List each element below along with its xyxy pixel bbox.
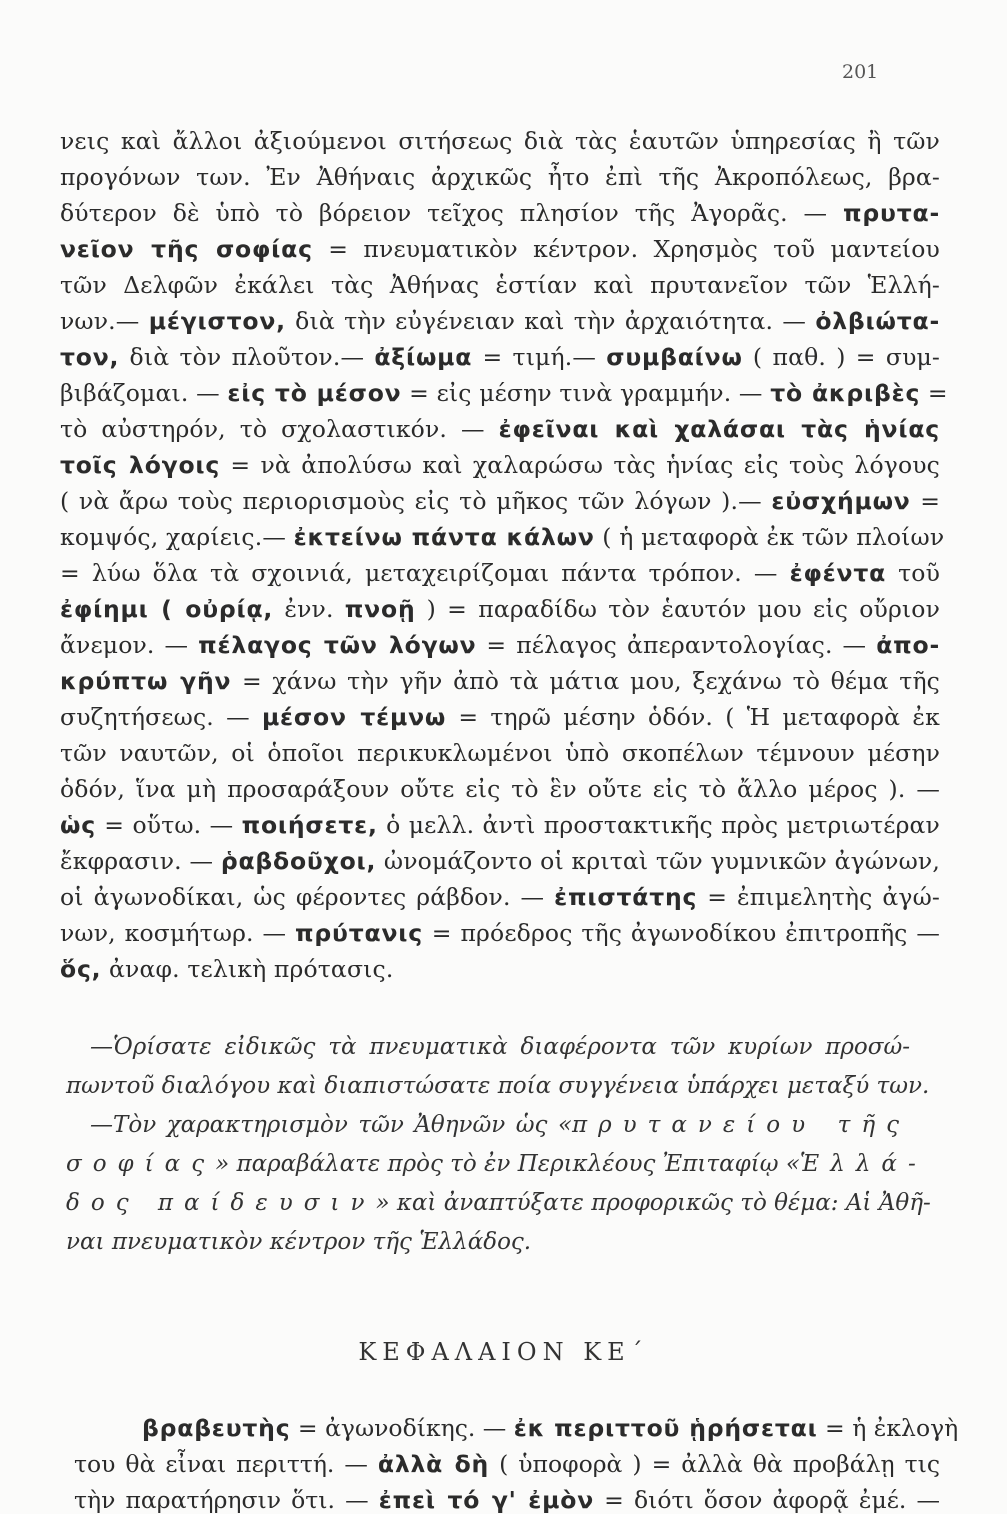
text-line: νεῖον τῆς σοφίας = πνευματικὸν κέντρον. Χρησμὸς τοῦ μαντείου <box>60 235 940 263</box>
text-line: νεις καὶ ἄλλοι ἀξιούμενοι σιτήσεως διὰ τὰς ἑαυτῶν ὑπηρεσίας ἢ τῶν <box>60 127 940 155</box>
text-line: ὅς, ἀναφ. τελικὴ πρότασις. <box>60 955 394 983</box>
bold-term: κρύπτω γῆν <box>60 667 232 695</box>
text-line: νων, κοσμήτωρ. — πρύτανις = πρόεδρος τῆς ἀγωνοδίκου ἐπιτροπῆς — <box>60 919 940 947</box>
bold-term: ἐπιστάτης <box>554 883 698 911</box>
bold-term: ἐκ περιττοῦ ᾑρήσεται <box>513 1414 818 1442</box>
bold-term: τὸ ἀκριβὲς <box>770 379 921 407</box>
text-line: προγόνων των. Ἐν Ἀθήναις ἀρχικῶς ἦτο ἐπὶ τῆς Ἀκροπόλεως, βρα- <box>60 163 940 191</box>
text-line: βραβευτὴς = ἀγωνοδίκης. — ἐκ περιττοῦ ᾑρήσεται = ἡ ἐκλογὴ <box>142 1414 959 1442</box>
exercise-line: δος παίδευσιν» καὶ ἀναπτύξατε προφορικῶς τὸ θέμα: Αἱ Ἀθῆ- <box>66 1190 931 1216</box>
bold-term: τον, <box>60 343 120 371</box>
bold-term: εὐσχήμων <box>771 487 911 515</box>
text-line: = λύω ὅλα τὰ σχοινιά, μεταχειρίζομαι πάντα τρόπον. — ἐφέντα τοῦ <box>60 559 941 587</box>
bold-term: ὡς <box>60 811 96 839</box>
text-line: κομψός, χαρίεις.— ἐκτείνω πάντα κάλων ( ἡ μεταφορὰ ἐκ τῶν πλοίων <box>60 523 945 551</box>
bold-term: ἐπεὶ τό γ' ἐμὸν <box>378 1486 595 1514</box>
bold-term: πνοῇ <box>344 595 416 623</box>
bold-term: ὀλβιώτα- <box>815 307 941 335</box>
bold-term: ἐφεῖναι καὶ χαλάσαι τὰς ἡνίας <box>498 415 940 443</box>
bold-term: ῥαβδοῦχοι, <box>220 847 377 875</box>
bold-term: ἀπο- <box>876 631 941 659</box>
exercise-line: ναι πνευματικὸν κέντρον τῆς Ἑλλάδος. <box>66 1229 532 1255</box>
text-line: ἄνεμον. — πέλαγος τῶν λόγων = πέλαγος ἀπεραντολογίας. — ἀπο- <box>60 631 941 659</box>
text-line: ( νὰ ἄρω τοὺς περιορισμοὺς εἰς τὸ μῆκος τῶν λόγων ).— εὐσχήμων = <box>60 487 941 515</box>
bold-term: μέσον τέμνω <box>261 703 447 731</box>
text-line: τὸ αὐστηρόν, τὸ σχολαστικόν. — ἐφεῖναι καὶ χαλάσαι τὰς ἡνίας <box>60 415 940 443</box>
bold-term: ποιήσετε, <box>241 811 378 839</box>
exercise-line: —Ὁρίσατε εἰδικῶς τὰ πνευματικὰ διαφέροντα τῶν κυρίων προσώ- <box>90 1034 910 1060</box>
page-number: 201 <box>842 61 879 83</box>
bold-term: μέγιστον, <box>148 307 286 335</box>
text-line: συζητήσεως. — μέσον τέμνω = τηρῶ μέσην ὁδόν. ( Ἡ μεταφορὰ ἐκ <box>60 703 940 731</box>
text-line: τὴν παρατήρησιν ὅτι. — ἐπεὶ τό γ' ἐμὸν = διότι ὅσον ἀφορᾷ ἐμέ. — <box>74 1486 940 1514</box>
text-line: ἐφίημι ( οὐρίᾳ, ἐνν. πνοῇ ) = παραδίδω τὸν ἑαυτόν μου εἰς οὔριον <box>60 595 941 623</box>
text-line: δύτερον δὲ ὑπὸ τὸ βόρειον τεῖχος πλησίον τῆς Ἀγορᾶς. — πρυτα- <box>60 199 940 227</box>
text-line: ὁδόν, ἵνα μὴ προσαράξουν οὔτε εἰς τὸ ἓν οὔτε εἰς τὸ ἄλλο μέρος ). — <box>60 775 940 803</box>
bold-term: ἐφέντα <box>789 559 887 587</box>
text-line: τῶν ναυτῶν, οἱ ὁποῖοι περικυκλωμένοι ὑπὸ σκοπέλων τέμνουν μέσην <box>60 739 940 767</box>
bold-term: τοῖς λόγοις <box>60 451 221 479</box>
bold-term: ὅς, <box>60 955 102 983</box>
text-line: τον, διὰ τὸν πλοῦτον.— ἀξίωμα = τιμή.— συμβαίνω ( παθ. ) = συμ- <box>60 343 941 371</box>
bold-term: πέλαγος τῶν λόγων <box>198 631 477 659</box>
text-line: τοῖς λόγοις = νὰ ἀπολύσω καὶ χαλαρώσω τὰς ἡνίας εἰς τοὺς λόγους <box>60 451 940 479</box>
text-line: ὡς = οὕτω. — ποιήσετε, ὁ μελλ. ἀντὶ προστακτικῆς πρὸς μετριωτέραν <box>60 811 940 839</box>
bold-term: πρυτα- <box>843 199 940 227</box>
bold-term: πρύτανις <box>295 919 423 947</box>
text-line: νων.— μέγιστον, διὰ τὴν εὐγένειαν καὶ τὴν ἀρχαιότητα. — ὀλβιώτα- <box>60 307 941 335</box>
text-line: ἔκφρασιν. — ῥαβδοῦχοι, ὠνομάζοντο οἱ κριταὶ τῶν γυμνικῶν ἀγώνων, <box>60 847 940 875</box>
text-line: βιβάζομαι. — εἰς τὸ μέσον = εἰς μέσην τινὰ γραμμήν. — τὸ ἀκριβὲς = <box>60 379 948 407</box>
text-line: κρύπτω γῆν = χάνω τὴν γῆν ἀπὸ τὰ μάτια μου, ξεχάνω τὸ θέμα τῆς <box>60 667 940 695</box>
bold-term: βραβευτὴς <box>142 1414 291 1442</box>
bold-term: ἀξίωμα <box>374 343 473 371</box>
text-line: του θὰ εἶναι περιττή. — ἀλλὰ δὴ ( ὑποφορὰ ) = ἀλλὰ θὰ προβάλῃ τις <box>74 1450 940 1478</box>
bold-term: συμβαίνω <box>606 343 743 371</box>
bold-term: εἰς τὸ μέσον <box>227 379 402 407</box>
exercise-line: —Τὸν χαρακτηρισμὸν τῶν Ἀθηνῶν ὡς «πρυτανείου τῆς <box>90 1112 910 1138</box>
text-line: οἱ ἀγωνοδίκαι, ὡς φέροντες ράβδον. — ἐπιστάτης = ἐπιμελητὴς ἀγώ- <box>60 883 941 911</box>
bold-term: νεῖον τῆς σοφίας <box>60 235 313 263</box>
bold-term: ἀλλὰ δὴ <box>377 1450 490 1478</box>
chapter-heading: ΚΕΦΑΛΑΙΟΝ ΚΕ΄ <box>358 1338 649 1366</box>
text-line: τῶν Δελφῶν ἐκάλει τὰς Ἀθήνας ἑστίαν καὶ πρυτανεῖον τῶν Ἑλλή- <box>60 271 940 299</box>
bold-term: ἐφίημι ( οὐρίᾳ, <box>60 595 274 623</box>
exercise-line: πωντοῦ διαλόγου καὶ διαπιστώσατε ποία συγγένεια ὑπάρχει μεταξύ των. <box>66 1073 930 1099</box>
bold-term: ἐκτείνω πάντα κάλων <box>293 523 595 551</box>
exercise-line: σοφίας» παραβάλατε πρὸς τὸ ἐν Περικλέους Ἐπιταφίῳ «Ἑλλά- <box>66 1151 927 1177</box>
